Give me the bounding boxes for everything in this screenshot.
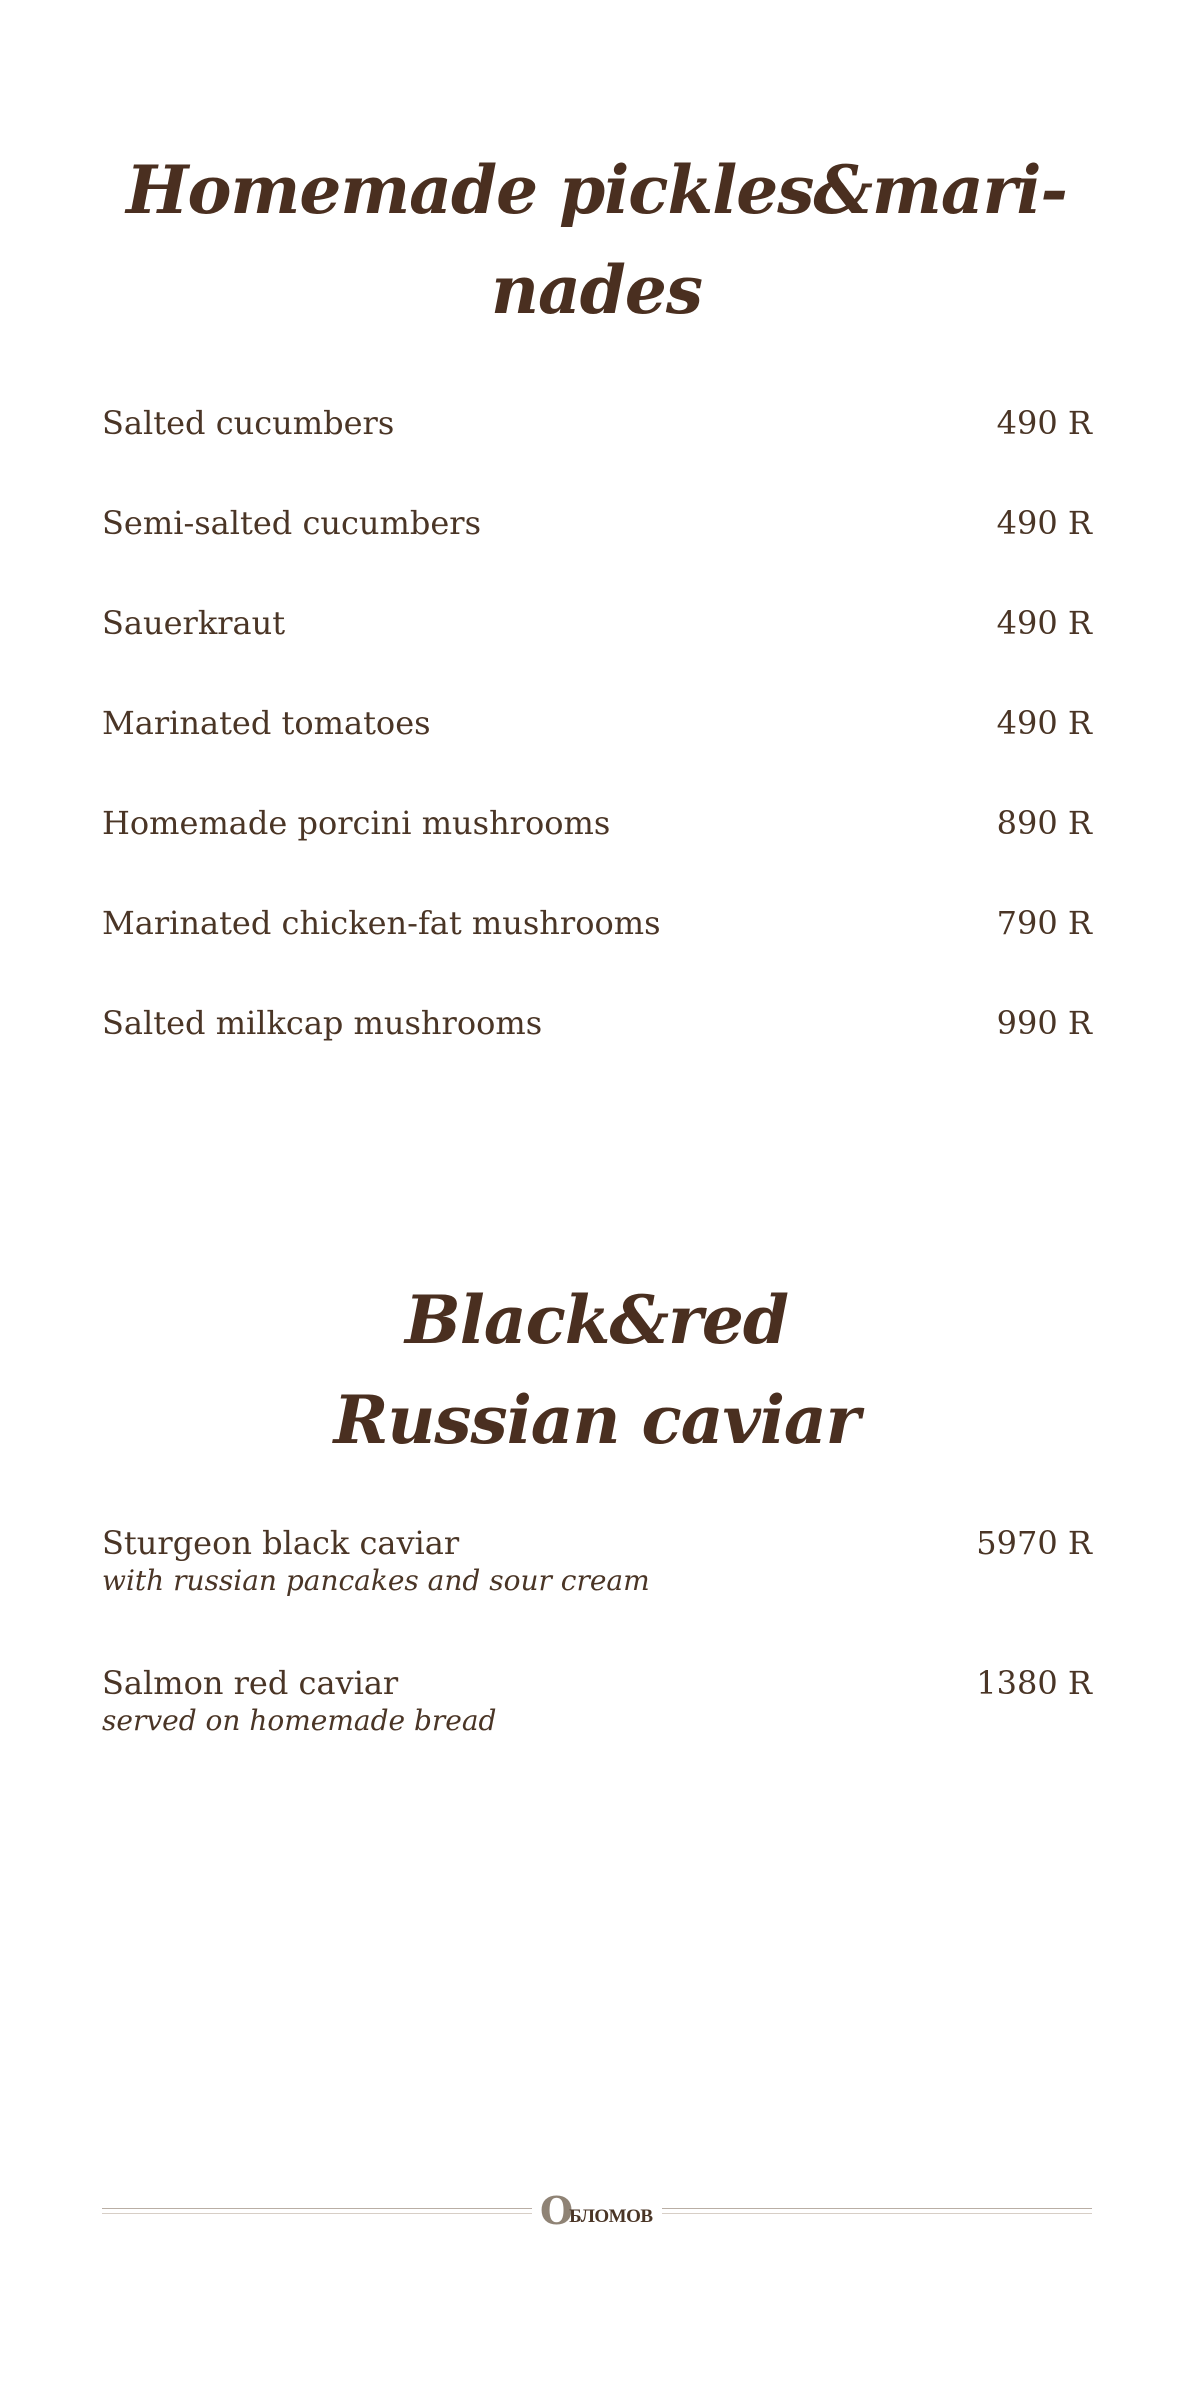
section-title-pickles <box>100 140 1093 340</box>
menu-item <box>102 804 1092 842</box>
footer-divider <box>102 2213 532 2214</box>
menu-item <box>102 904 1092 942</box>
item-name: Semi-salted cucumbers <box>102 504 481 542</box>
item-price: 990 R <box>996 1004 1092 1042</box>
item-name: Homemade porcini mushrooms <box>102 804 611 842</box>
menu-item <box>102 1004 1092 1042</box>
item-price: 490 R <box>996 704 1092 742</box>
item-price: 1380 R <box>976 1664 1092 1702</box>
footer-divider <box>662 2213 1092 2214</box>
item-name: Marinated chicken-fat mushrooms <box>102 904 661 942</box>
item-description: served on homemade bread <box>102 1704 497 1737</box>
restaurant-logo <box>540 2188 656 2233</box>
menu-item <box>102 604 1092 642</box>
item-price: 490 R <box>996 404 1092 442</box>
item-name: Salted cucumbers <box>102 404 395 442</box>
section-title-line: Black&red <box>404 1281 789 1359</box>
item-price: 490 R <box>996 604 1092 642</box>
menu-item <box>102 404 1092 442</box>
menu-item <box>102 1664 1092 1737</box>
section-title-line: Homemade pickles&mari- <box>126 151 1067 229</box>
footer-divider <box>102 2208 532 2209</box>
footer-divider <box>662 2208 1092 2209</box>
logo-text: БЛОМОВ <box>569 2206 653 2227</box>
section-title-caviar <box>100 1270 1093 1470</box>
item-description: with russian pancakes and sour cream <box>102 1564 650 1597</box>
section-title-line: Russian caviar <box>333 1381 860 1459</box>
section-title-line: nades <box>490 251 703 329</box>
item-price: 890 R <box>996 804 1092 842</box>
item-name: Salmon red caviar <box>102 1664 399 1702</box>
menu-item <box>102 1524 1092 1597</box>
logo-initial: О <box>540 2188 574 2233</box>
item-name: Salted milkcap mushrooms <box>102 1004 543 1042</box>
footer <box>102 2188 1092 2233</box>
item-name: Sturgeon black caviar <box>102 1524 460 1562</box>
item-price: 5970 R <box>976 1524 1092 1562</box>
item-price: 790 R <box>996 904 1092 942</box>
item-name: Sauerkraut <box>102 604 286 642</box>
menu-item <box>102 504 1092 542</box>
menu-item <box>102 704 1092 742</box>
item-price: 490 R <box>996 504 1092 542</box>
item-name: Marinated tomatoes <box>102 704 431 742</box>
